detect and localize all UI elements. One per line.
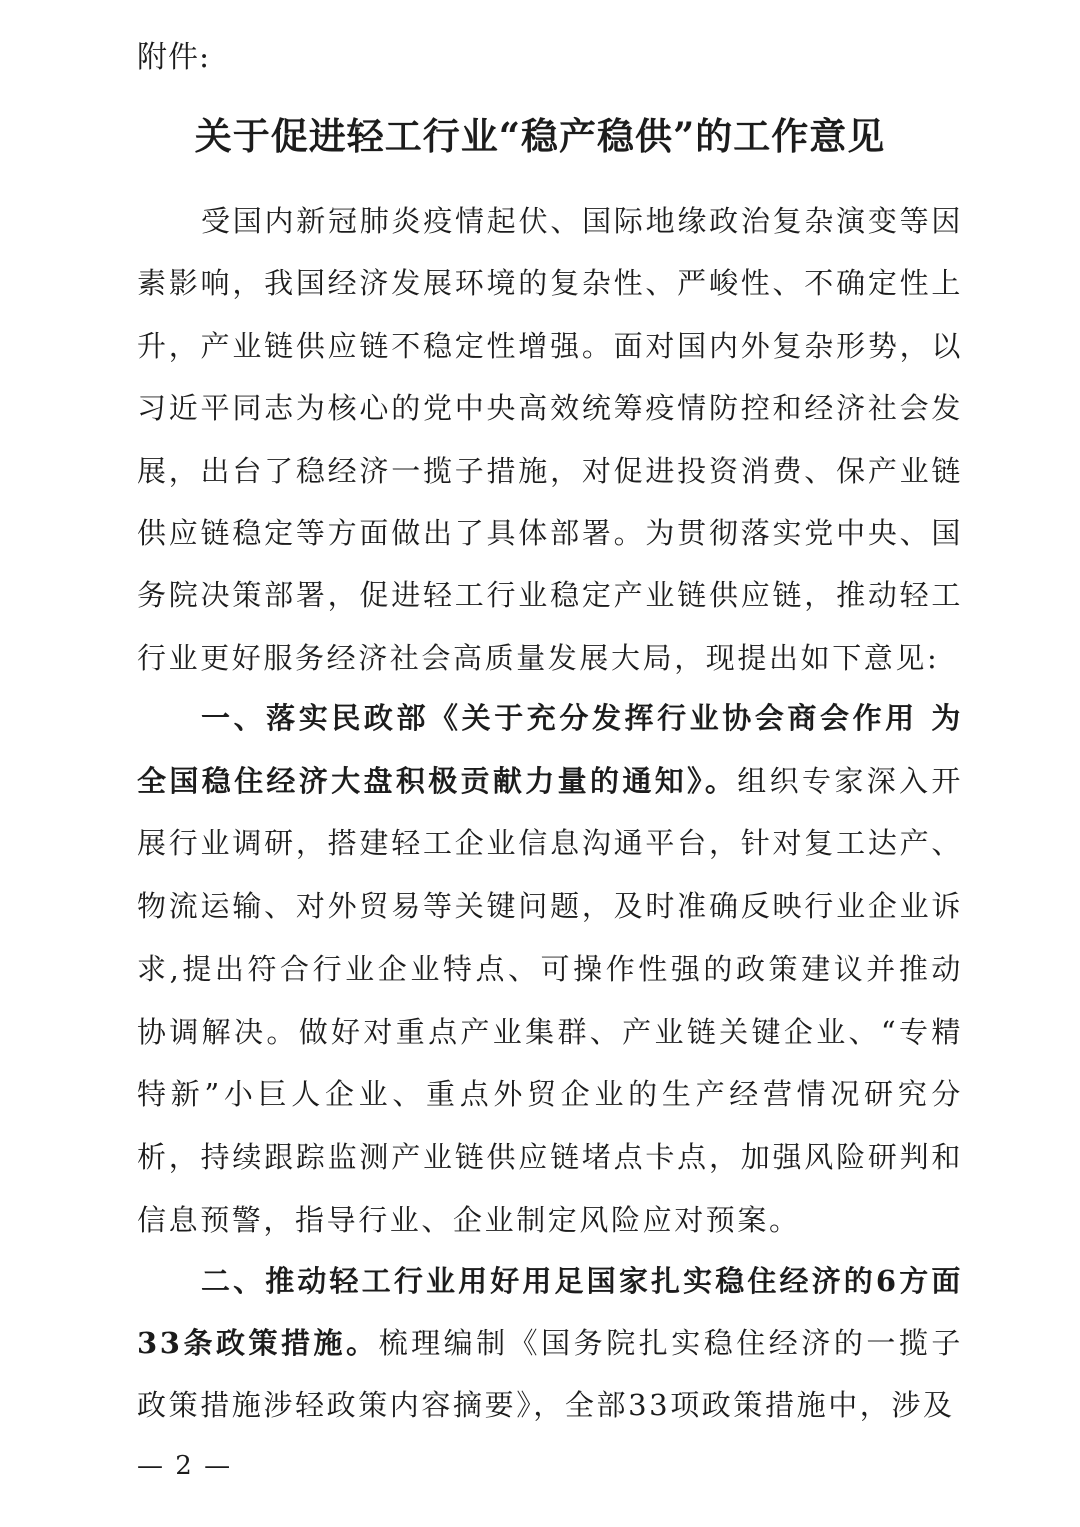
section-two-heading: 二、推动轻工行业用好用足国家扎实稳住经济的6方面33条政策措施。 [137, 1264, 963, 1361]
paragraph-text: 梳理编制《国务院扎实稳住经济的一揽子政策措施涉轻政策内容摘要》，全部33项政策措施中，涉及 [137, 1326, 963, 1423]
section-two-paragraph [137, 1250, 963, 1437]
document-title: 关于促进轻工行业“稳产稳供”的工作意见 [194, 114, 886, 158]
attachment-label: 附件: [137, 40, 211, 75]
section-one-heading: 一、落实民政部《关于充分发挥行业协会商会作用 为全国稳住经济大盘积极贡献力量的通知》。 [137, 701, 963, 798]
section-one-paragraph [137, 687, 963, 1251]
paragraph-text: 受国内新冠肺炎疫情起伏、国际地缘政治复杂演变等因素影响，我国经济发展环境的复杂性、严峻性、不确定性上升，产业链供应链不稳定性增强。面对国内外复杂形势，以习近平同志为核心的党中央高效统筹疫情防控和经济社会发展，出台了稳经济一揽子措施，对促进投资消费、保产业链供应链稳定等方面做出了具体部署。为贯彻落实党中央、国务院决策部署，促进轻工行业稳定产业链供应链，推动轻工行业更好服务经济社会高质量发展大局，现提出如下意见: [137, 204, 963, 675]
page-number: — 2 — [137, 1451, 233, 1481]
intro-paragraph [137, 190, 963, 689]
paragraph-text: 组织专家深入开展行业调研，搭建轻工企业信息沟通平台，针对复工达产、物流运输、对外贸易等关键问题，及时准确反映行业企业诉求,提出符合行业企业特点、可操作性强的政策建议并推动协调解决。做好对重点产业集群、产业链关键企业、“专精特新”小巨人企业、重点外贸企业的生产经营情况研究分析，持续跟踪监测产业链供应链堵点卡点，加强风险研判和信息预警，指导行业、企业制定风险应对预案。 [137, 763, 963, 1237]
